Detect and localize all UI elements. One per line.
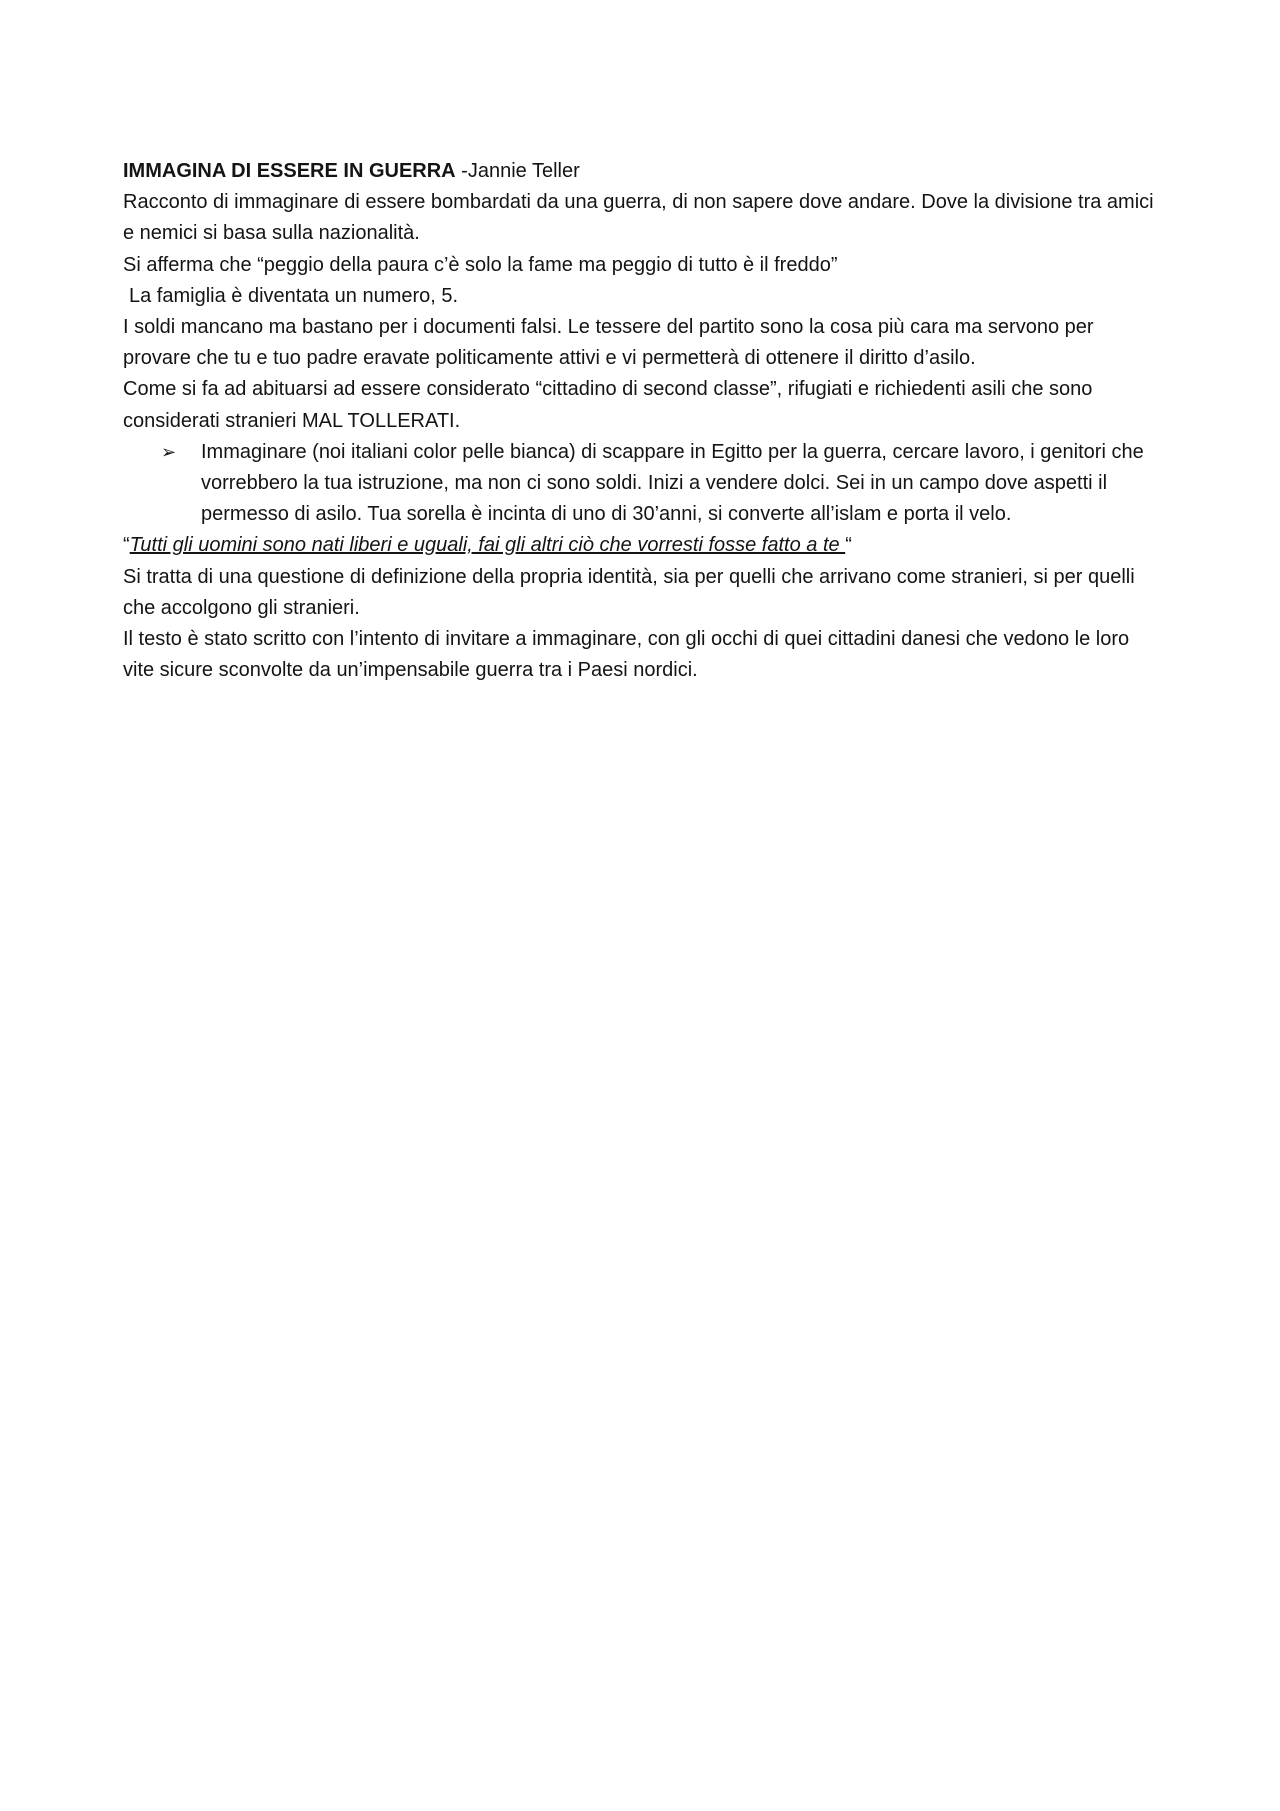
quote-close: “ [845, 534, 852, 557]
arrow-bullet-icon: ➢ [161, 441, 177, 463]
document-page [123, 156, 1163, 686]
quote-open: “ [123, 534, 130, 557]
paragraph-intent: Il testo è stato scritto con l’intento di invitare a immaginare, con gli occhi di quei cittadini danesi che vedono le loro vite sicure sconvolte da un’impensabile guerra tra i Paesi nordici. [123, 628, 1130, 682]
title-bold-text: IMMAGINA DI ESSERE IN GUERRA [123, 160, 456, 182]
quote-line [123, 530, 1163, 561]
paragraph-intro: Racconto di immaginare di essere bombardati da una guerra, di non sapere dove andare. Dove la divisione tra amici e nemici si basa sulla nazionalità. [123, 191, 1154, 245]
bullet-text: Immaginare (noi italiani color pelle bianca) di scappare in Egitto per la guerra, cercare lavoro, i genitori che vorrebbero la tua istruzione, ma non ci sono soldi. Inizi a vendere dolci. Sei in un campo dove aspetti il permesso di asilo. Tua sorella è incinta di uno di 30’anni, si converte all’islam e porta il velo. [201, 440, 1144, 526]
paragraph-money: I soldi mancano ma bastano per i documenti falsi. Le tessere del partito sono la cosa più cara ma servono per provare che tu e tuo padre eravate politicamente attivi e vi permetterà di ottenere il diritto d’asilo. [123, 316, 1094, 370]
document-title [123, 156, 1163, 187]
bullet-item [123, 437, 1163, 531]
paragraph-identity: Si tratta di una questione di definizione della propria identità, sia per quelli che arrivano come stranieri, si per quelli che accolgono gli stranieri. [123, 565, 1135, 619]
title-author-text: -Jannie Teller [455, 160, 580, 182]
paragraph-family: La famiglia è diventata un numero, 5. [129, 284, 459, 307]
paragraph-quote-fear: Si afferma che “peggio della paura c’è solo la fame ma peggio di tutto è il freddo” [123, 253, 838, 276]
paragraph-second-class: Come si fa ad abituarsi ad essere considerato “cittadino di second classe”, rifugiati e richiedenti asili che sono considerati stranieri MAL TOLLERATI. [123, 378, 1093, 432]
quote-text: Tutti gli uomini sono nati liberi e uguali, fai gli altri ciò che vorresti fosse fatto a te [129, 534, 846, 557]
